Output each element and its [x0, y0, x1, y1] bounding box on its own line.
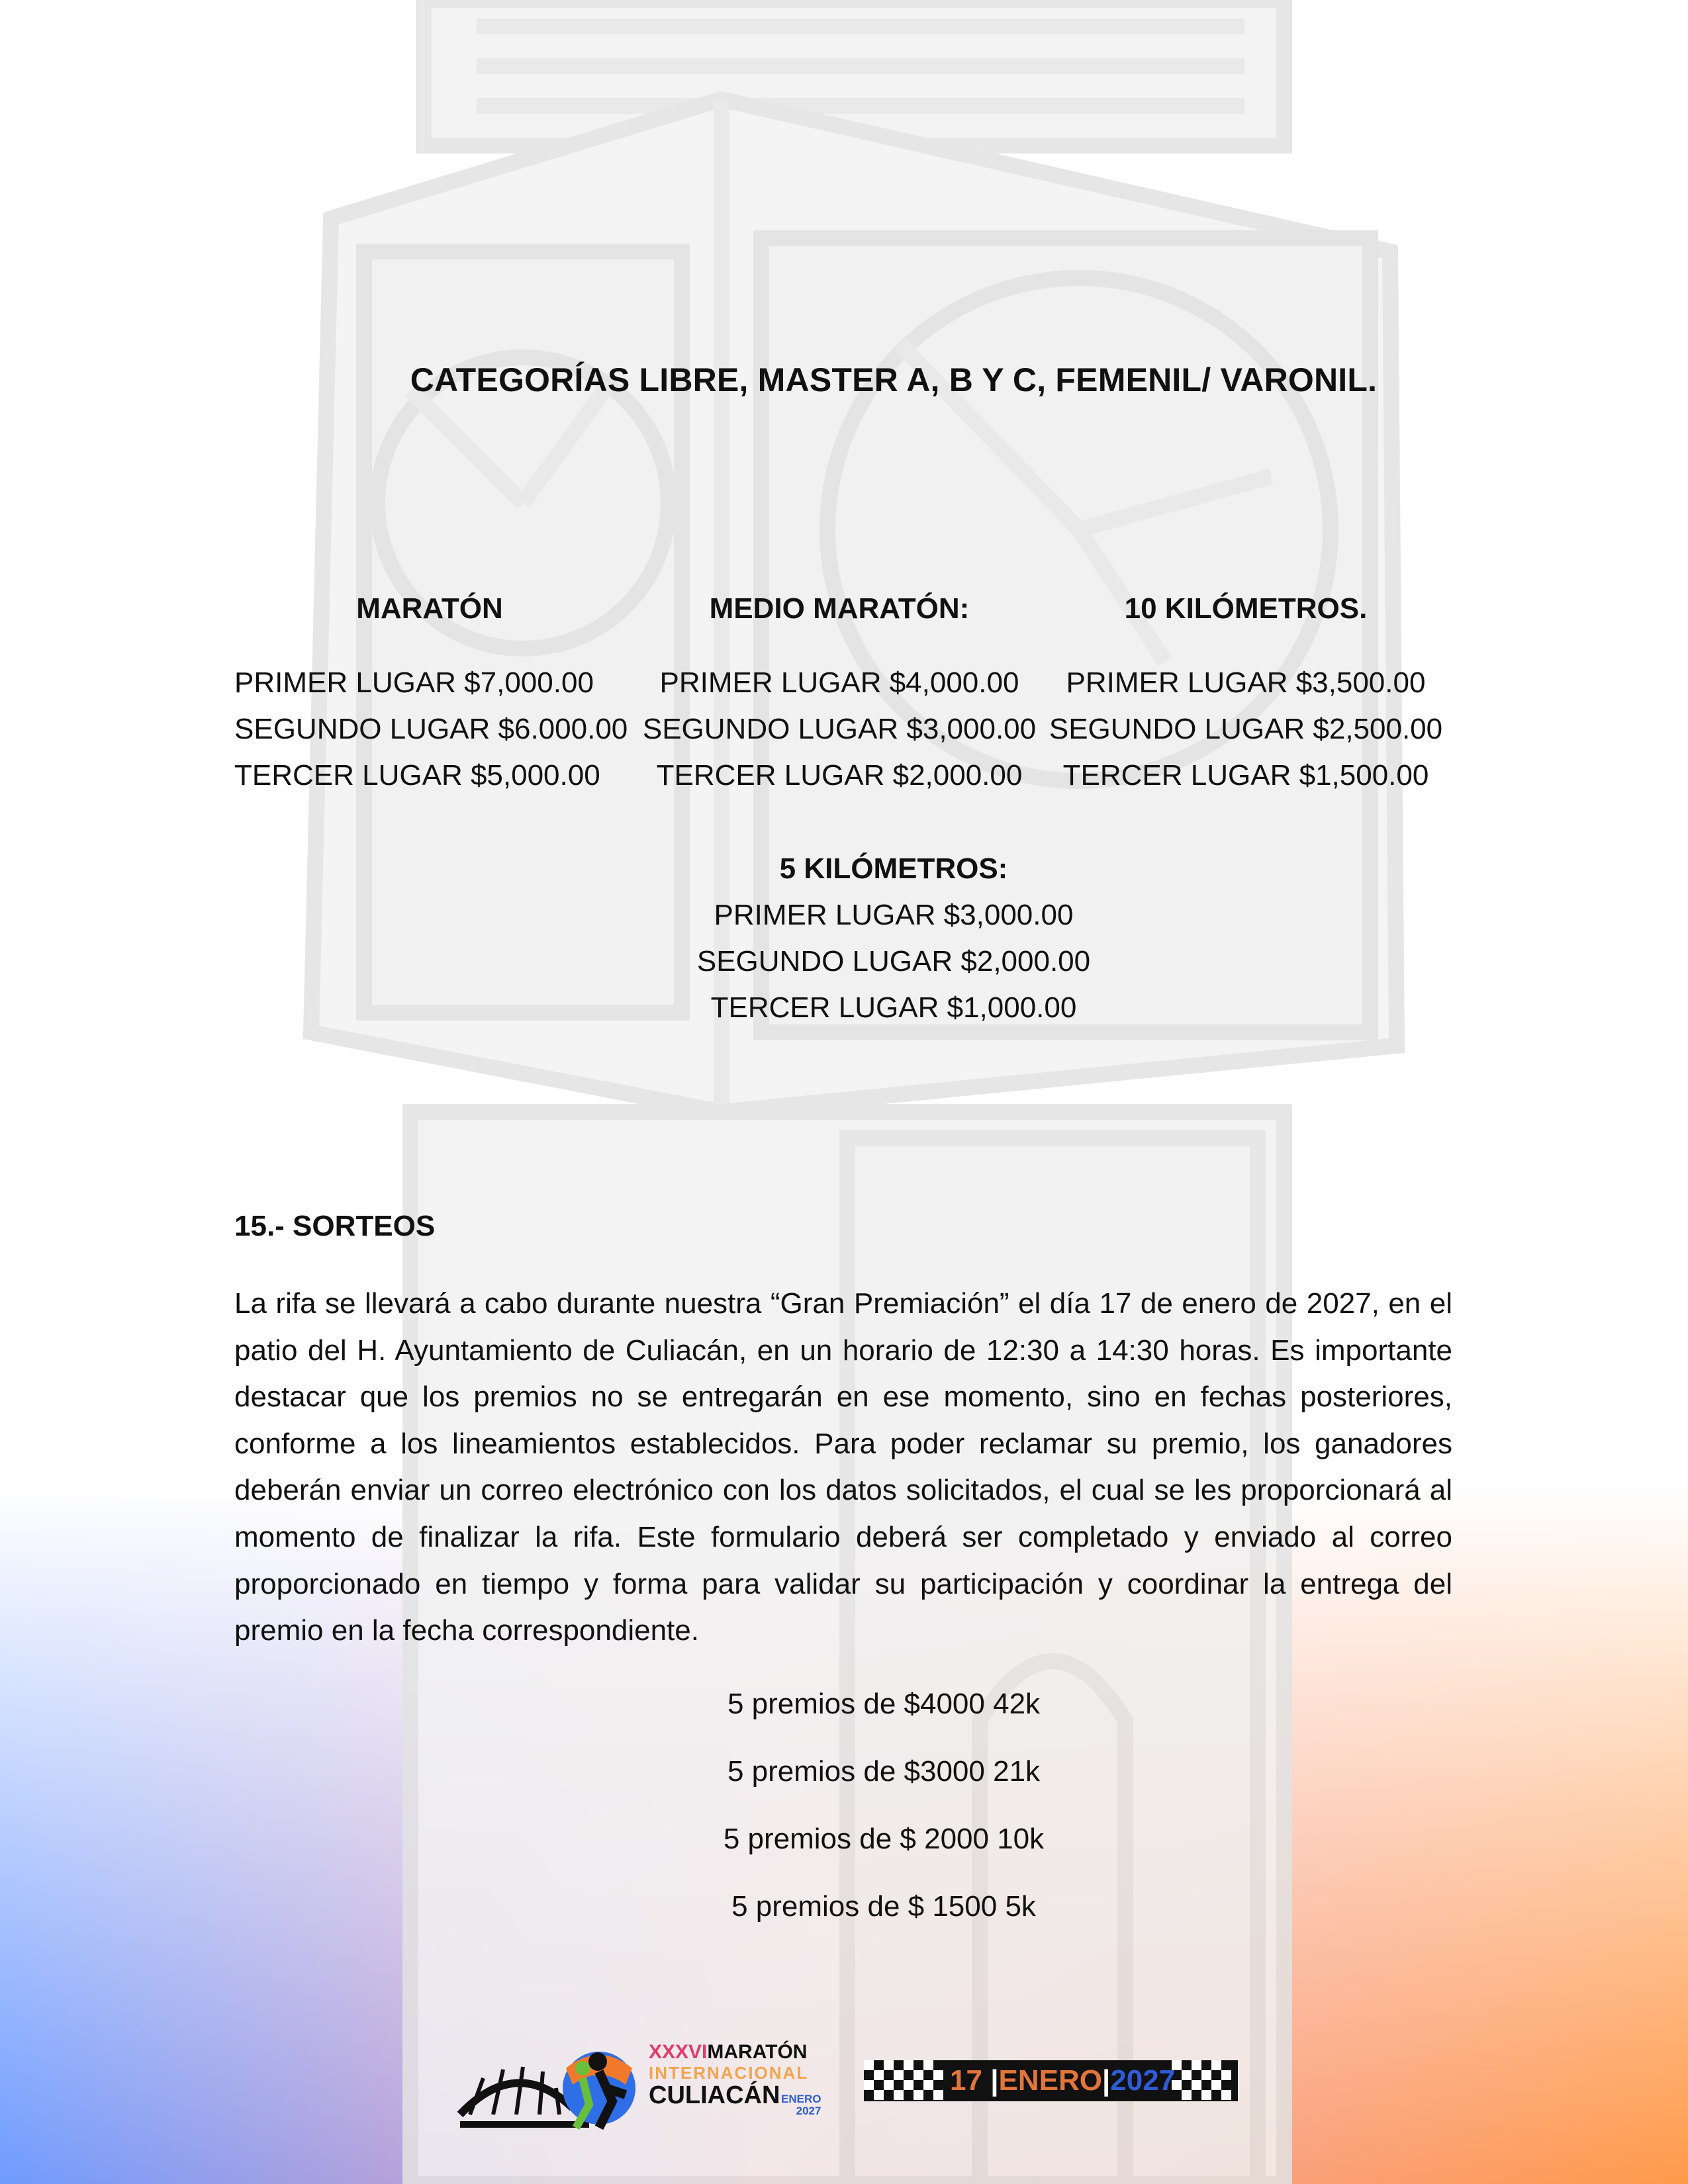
raffle-item: 5 premios de $4000 42k: [727, 1688, 1041, 1720]
date-separator: |: [990, 2064, 999, 2097]
prize-line: PRIMER LUGAR $3,000.00: [714, 899, 1074, 931]
sorteos-paragraph: La rifa se llevará a cabo durante nuestra “Gran Premiación” el día 17 de enero de 2027, en el patio del H. Ayuntamiento de Culiacán, en un horario de 12:30 a 14:30 horas. Es importante destacar que los premios no se entregarán en ese momento, sino en fechas posteriores, conforme a los lineamientos establecidos. Para poder reclamar su premio, los ganadores deberán enviar un correo electrónico con los datos solicitados, el cual se les proporcionará al momento de finalizar la rifa. Este formulario deberá ser completado y enviado al correo proporcionado en tiempo y forma para validar su participación y coordinar la entrega del premio en la fecha correspondiente.: [234, 1287, 1452, 1647]
event-date: [950, 2062, 1175, 2100]
prize-column-10k: [1047, 586, 1444, 799]
prize-column-5k: [596, 846, 1192, 1031]
prize-line: SEGUNDO LUGAR $3,000.00: [642, 713, 1037, 745]
section-heading: 15.- SORTEOS: [234, 1210, 436, 1242]
logo-line-2: INTERNACIONAL: [649, 2063, 809, 2083]
date-month: ENERO: [998, 2064, 1102, 2097]
prize-line: TERCER LUGAR $1,500.00: [1062, 759, 1429, 792]
logo-date: ENERO 2027: [781, 2093, 821, 2117]
prize-line: PRIMER LUGAR $3,500.00: [1066, 666, 1426, 699]
column-heading: 5 KILÓMETROS:: [779, 852, 1008, 885]
prize-line: SEGUNDO LUGAR $6.000.00: [234, 713, 628, 745]
prize-column-maraton: [234, 586, 628, 799]
page-title: CATEGORÍAS LIBRE, MASTER A, B Y C, FEMENIL/ VARONIL.: [410, 361, 1378, 398]
date-separator: |: [1102, 2064, 1111, 2097]
logo-line-3: CULIACÁN: [649, 2081, 780, 2109]
logo-numeral: XXXVI: [649, 2041, 708, 2063]
prize-column-medio-maraton: [634, 586, 1045, 799]
footer: [457, 2042, 1238, 2141]
prize-line: PRIMER LUGAR $4,000.00: [659, 666, 1019, 699]
column-heading: MARATÓN: [356, 592, 503, 625]
column-heading: 10 KILÓMETROS.: [1124, 592, 1368, 625]
raffle-item: 5 premios de $3000 21k: [727, 1755, 1041, 1788]
date-day: 17: [950, 2064, 982, 2097]
prize-line: SEGUNDO LUGAR $2,500.00: [1049, 713, 1443, 745]
date-year: 2027: [1110, 2064, 1176, 2097]
raffle-item: 5 premios de $ 1500 5k: [731, 1890, 1036, 1923]
bridge-runner-logo-icon: [457, 2042, 649, 2134]
prize-line: PRIMER LUGAR $7,000.00: [234, 666, 594, 699]
prize-line: TERCER LUGAR $2,000.00: [656, 759, 1023, 792]
prize-line: SEGUNDO LUGAR $2,000.00: [696, 945, 1091, 978]
event-logo-text: [649, 2042, 821, 2141]
raffle-item: 5 premios de $ 2000 10k: [723, 1823, 1045, 1855]
column-heading: MEDIO MARATÓN:: [709, 592, 970, 625]
prize-line: TERCER LUGAR $5,000.00: [234, 759, 600, 792]
raffle-list: [0, 1681, 1688, 1951]
prize-line: TERCER LUGAR $1,000.00: [710, 991, 1077, 1024]
logo-line-1: MARATÓN: [707, 2041, 808, 2063]
